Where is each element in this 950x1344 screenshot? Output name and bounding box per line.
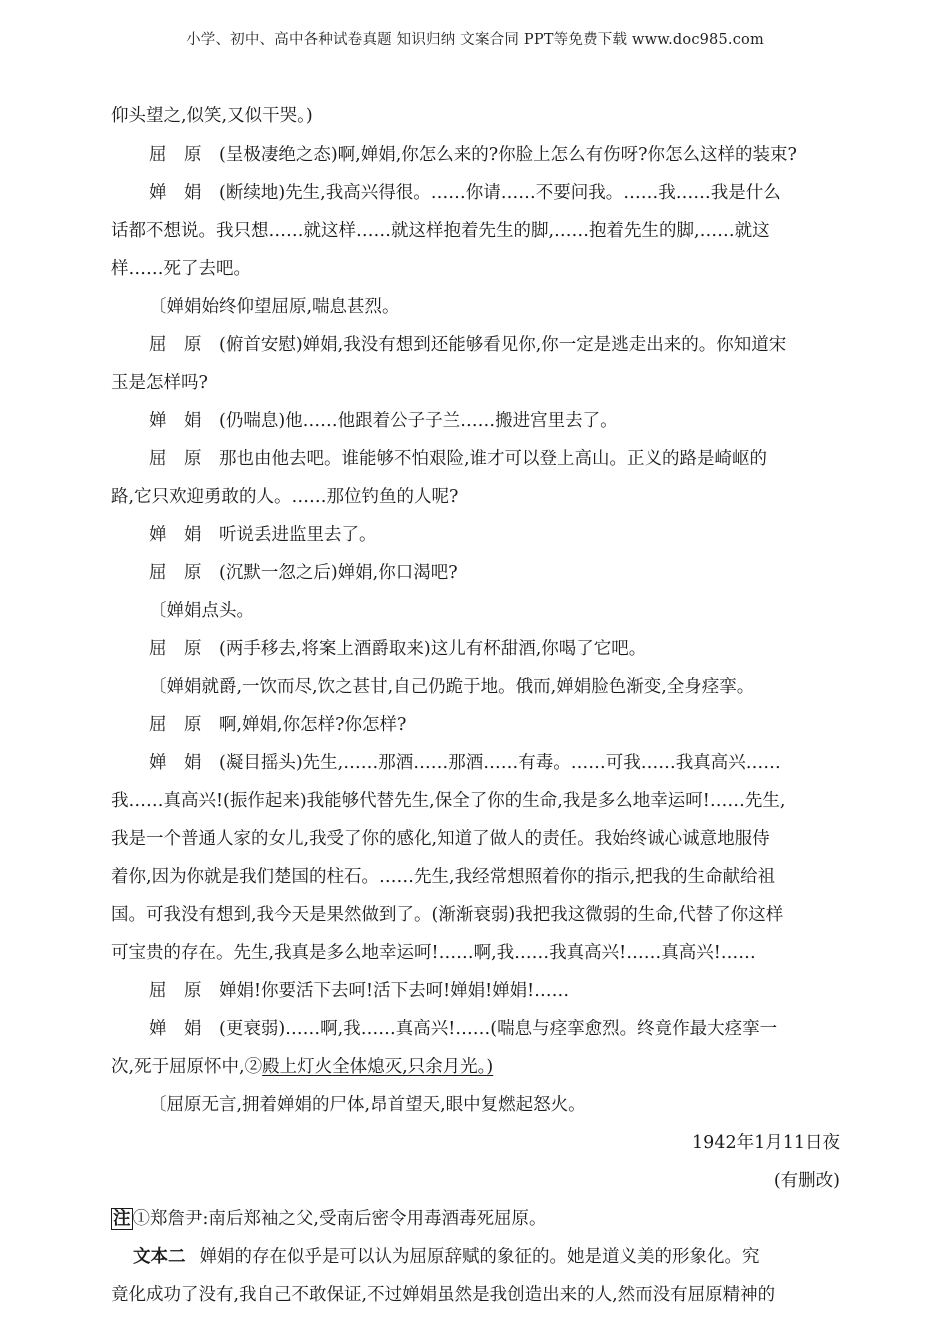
dialogue-line: 婵 娟 (凝目摇头)先生,……那酒……那酒……有毒。……可我……我真高兴…… [149,753,781,773]
dialogue-line: 屈 原 (俯首安慰)婵娟,我没有想到还能够看见你,你一定是逃走出来的。你知道宋 [149,335,787,355]
edit-note: (有删改) [773,1171,840,1191]
dialogue-line: 屈 原 婵娟!你要活下去呵!活下去呵!婵娟!婵娟!…… [149,981,570,1001]
text-line: 仰头望之,似笑,又似干哭。) [111,106,313,126]
dialogue-line: 屈 原 (沉默一忽之后)婵娟,你口渴吧? [149,563,458,583]
stage-direction: 〔婵娟始终仰望屈原,喘息甚烈。 [149,297,400,317]
dialogue-line: 婵 娟 (仍喘息)他……他跟着公子子兰……搬进宫里去了。 [149,411,618,431]
text-line: 路,它只欢迎勇敢的人。……那位钓鱼的人呢? [111,487,459,507]
dialogue-line: 屈 原 (两手移去,将案上酒爵取来)这儿有杯甜酒,你喝了它吧。 [149,639,647,659]
dialogue-line: 屈 原 (呈极凄绝之态)啊,婵娟,你怎么来的?你脸上怎么有伤呀?你怎么这样的装束? [149,145,797,165]
note-box: 注 [113,1209,131,1229]
dialogue-line: 屈 原 啊,婵娟,你怎样?你怎样? [149,715,407,735]
text-line: 我是一个普通人家的女儿,我受了你的感化,知道了做人的责任。我始终诚心诚意地服侍 [111,829,770,849]
date-line: 1942年1月11日夜 [692,1133,840,1153]
text-line: 样……死了去吧。 [111,259,251,279]
dialogue-line: 婵 娟 听说丢进监里去了。 [149,525,377,545]
text-line: 玉是怎样吗? [111,373,208,393]
text2-label: 文本二 [133,1247,186,1267]
page-header: 小学、初中、高中各种试卷真题 知识归纳 文案合同 PPT等免费下载 www.doc985.com [186,32,764,48]
text-segment: 次,死于屈原怀中,② [111,1057,263,1077]
text-line: 竟化成功了没有,我自己不敢保证,不过婵娟虽然是我创造出来的人,然而没有屈原精神的 [111,1285,776,1305]
text-line [111,1055,841,1079]
dialogue-line: 婵 娟 (断续地)先生,我高兴得很。……你请……不要问我。……我……我是什么 [149,183,781,203]
text-line: 可宝贵的存在。先生,我真是多么地幸运呵!……啊,我……我真高兴!……真高兴!…… [111,943,756,963]
stage-direction: 〔婵娟就爵,一饮而尽,饮之甚甘,自己仍跪于地。俄而,婵娟脸色渐变,全身痉挛。 [149,677,755,697]
text2-line [133,1245,863,1269]
stage-direction: 〔婵娟点头。 [149,601,254,621]
footnote [111,1207,841,1231]
text2-content: 婵娟的存在似乎是可以认为屈原辞赋的象征的。她是道义美的形象化。究 [199,1247,760,1267]
text-line: 话都不想说。我只想……就这样……就这样抱着先生的脚,……抱着先生的脚,……就这 [111,221,770,241]
text-line: 着你,因为你就是我们楚国的柱石。……先生,我经常想照着你的指示,把我的生命献给祖 [111,867,776,887]
footnote-text: ①郑詹尹:南后郑袖之父,受南后密令用毒酒毒死屈原。 [132,1209,547,1229]
underlined-text: 殿上灯火全体熄灭,只余月光。) [262,1057,494,1077]
dialogue-line: 婵 娟 (更衰弱)……啊,我……真高兴!……(喘息与痉挛愈烈。终竟作最大痉挛一 [149,1019,778,1039]
text-line: 国。可我没有想到,我今天是果然做到了。(渐渐衰弱)我把我这微弱的生命,代替了你这样 [111,905,784,925]
text-line: 我……真高兴!(振作起来)我能够代替先生,保全了你的生命,我是多么地幸运呵!……先生, [111,791,786,811]
stage-direction: 〔屈原无言,拥着婵娟的尸体,昂首望天,眼中复燃起怒火。 [149,1095,586,1115]
dialogue-line: 屈 原 那也由他去吧。谁能够不怕艰险,谁才可以登上高山。正义的路是崎岖的 [149,449,768,469]
